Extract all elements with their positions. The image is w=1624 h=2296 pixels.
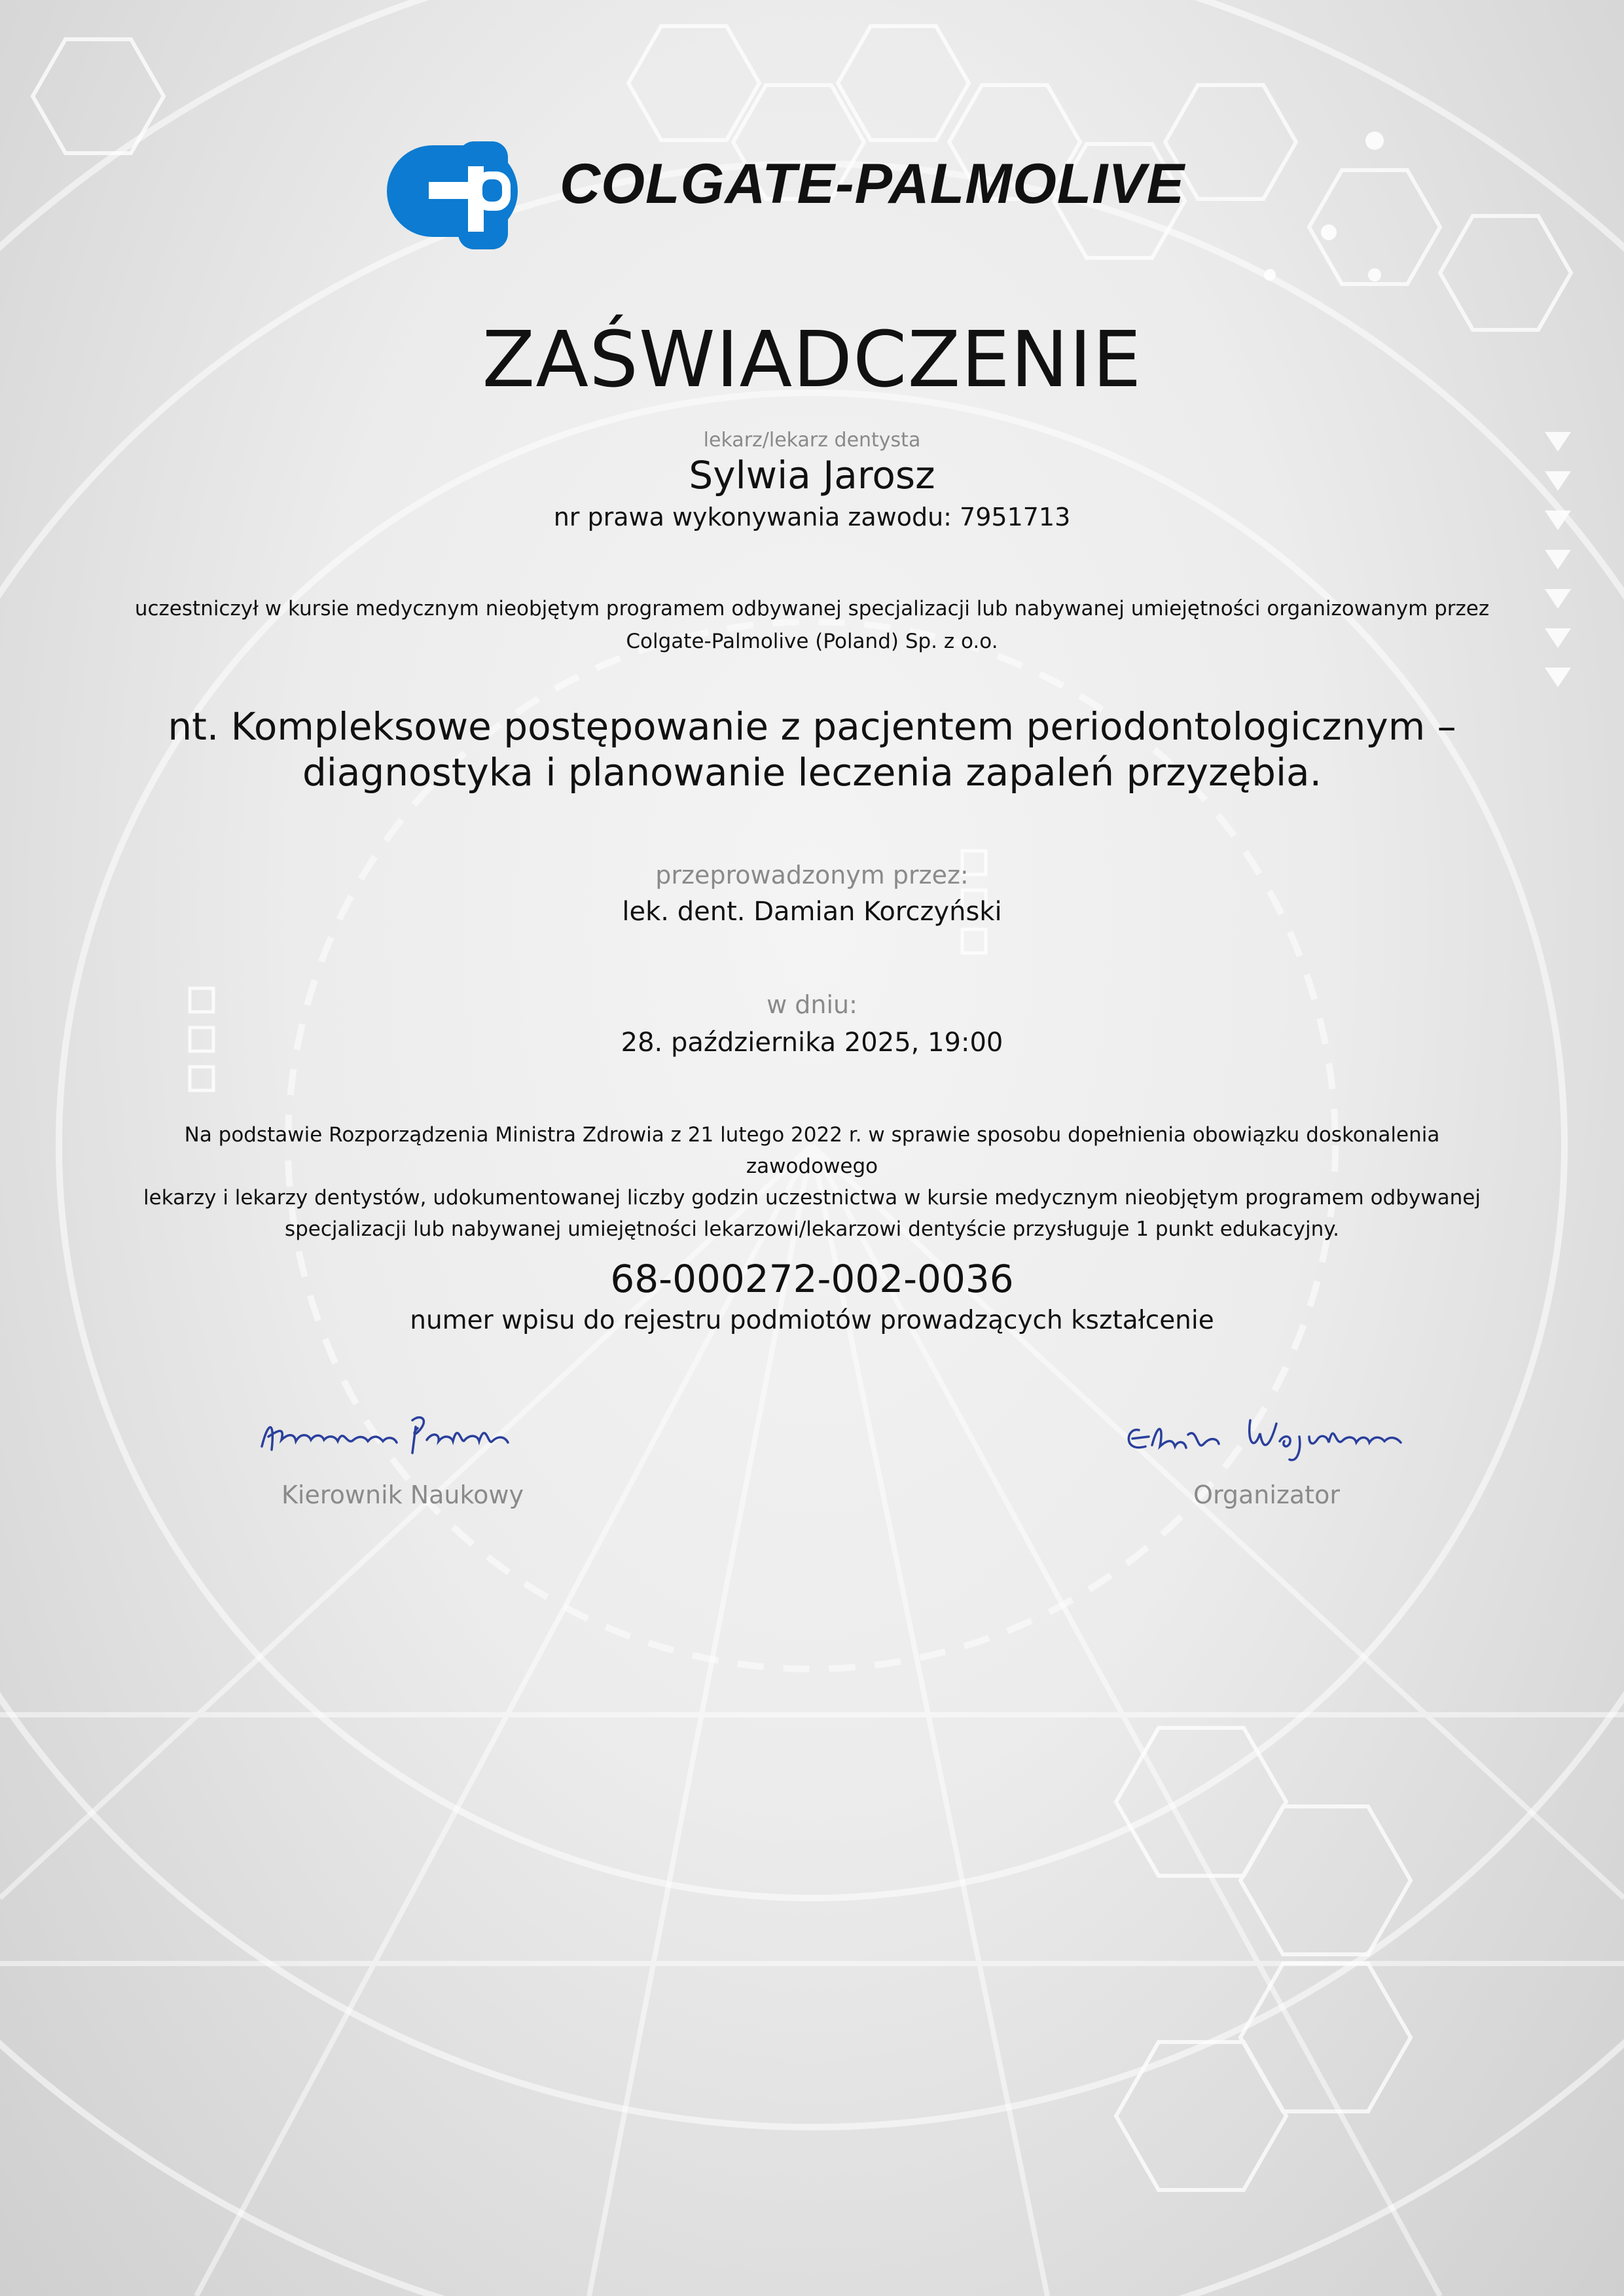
course-topic-line: diagnostyka i planowanie leczenia zapaleń przyzębia. bbox=[302, 750, 1322, 795]
logo-wordmark: COLGATE-PALMOLIVE bbox=[560, 152, 1185, 215]
course-topic bbox=[0, 704, 1624, 795]
logo-mark-icon bbox=[387, 141, 518, 249]
signature-role: Kierownik Naukowy bbox=[281, 1480, 524, 1509]
date-label: w dniu: bbox=[767, 990, 857, 1019]
conducted-by-label: przeprowadzonym przez: bbox=[655, 861, 969, 889]
legal-line: lekarzy i lekarzy dentystów, udokumentowanej liczby godzin uczestnictwa w kursie medycznym nieobjętym programem odbywanej bbox=[143, 1186, 1481, 1210]
course-topic-line: nt. Kompleksowe postępowanie z pacjentem periodontologicznym – bbox=[168, 704, 1456, 749]
signature-block-organizer bbox=[1038, 1401, 1496, 1509]
organizer-name: Colgate-Palmolive (Poland) Sp. z o.o. bbox=[626, 630, 998, 653]
signature-image bbox=[1113, 1401, 1420, 1473]
certificate-title: ZAŚWIADCZENIE bbox=[482, 314, 1142, 404]
recipient-name: Sylwia Jarosz bbox=[689, 453, 935, 497]
legal-basis bbox=[0, 1119, 1624, 1245]
lecturer-name: lek. dent. Damian Korczyński bbox=[622, 897, 1002, 927]
registry-description: numer wpisu do rejestru podmiotów prowadzących kształcenie bbox=[410, 1306, 1214, 1335]
course-date: 28. października 2025, 19:00 bbox=[621, 1028, 1003, 1058]
signature-role: Organizator bbox=[1193, 1480, 1340, 1509]
participation-line: uczestniczył w kursie medycznym nieobjętym programem odbywanej specjalizacji lub nabywanej umiejętności organizowanym przez bbox=[134, 597, 1490, 620]
registry-number: 68-000272-002-0036 bbox=[610, 1257, 1014, 1301]
recipient-role: lekarz/lekarz dentysta bbox=[703, 429, 921, 452]
participation-statement bbox=[0, 592, 1624, 658]
legal-line: specjalizacji lub nabywanej umiejętności lekarzowi/lekarzowi dentyście przysługuje 1 punkt edukacyjny. bbox=[284, 1217, 1340, 1241]
signature-block-scientific-head bbox=[173, 1401, 632, 1509]
license-number: nr prawa wykonywania zawodu: 7951713 bbox=[553, 503, 1071, 531]
legal-line: Na podstawie Rozporządzenia Ministra Zdrowia z 21 lutego 2022 r. w sprawie sposobu dopełnienia obowiązku doskonalenia zawodowego bbox=[184, 1123, 1440, 1178]
signature-image bbox=[249, 1401, 556, 1473]
